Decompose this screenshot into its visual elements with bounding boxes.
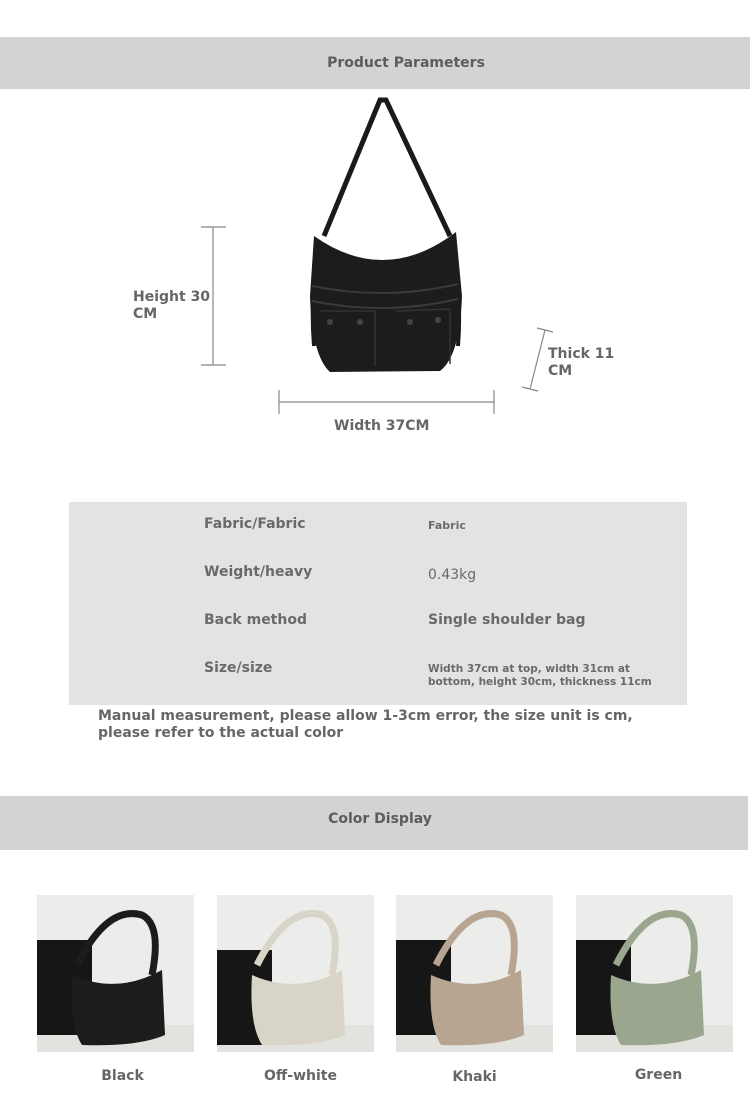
color-display-header: [0, 796, 748, 850]
param-value: Width 37cm at top, width 31cm at bottom, height 30cm, thickness 11cm: [428, 663, 652, 688]
bag-photo: [576, 895, 733, 1052]
color-label-khaki: Khaki: [452, 1069, 497, 1085]
bag-product-image: [290, 96, 480, 378]
color-swatch-khaki[interactable]: [396, 895, 553, 1052]
table-row: [69, 612, 687, 660]
color-label-green: Green: [634, 1067, 683, 1083]
width-label: Width 37CM: [334, 418, 430, 434]
param-value: 0.43kg: [428, 567, 477, 583]
product-parameters-header: [0, 37, 750, 89]
measurement-note: Manual measurement, please allow 1-3cm error, the size unit is cm, please refer to the actual color: [98, 708, 633, 741]
table-row: [69, 564, 687, 612]
param-key: Weight/heavy: [204, 564, 313, 580]
section-title: Product Parameters: [327, 55, 485, 71]
param-key: Back method: [204, 612, 307, 628]
thick-label: Thick 11 CM: [548, 346, 615, 379]
bag-photo: [217, 895, 374, 1052]
param-value: Single shoulder bag: [428, 612, 586, 628]
section-title: Color Display: [328, 811, 432, 827]
param-value: Fabric: [428, 519, 466, 532]
table-row: [69, 516, 687, 564]
bag-photo: [37, 895, 194, 1052]
bag-photo: [396, 895, 553, 1052]
height-label: Height 30 CM: [133, 289, 211, 322]
param-key: Size/size: [204, 660, 273, 676]
param-key: Fabric/Fabric: [204, 516, 306, 532]
color-label-off-white: Off-white: [264, 1068, 337, 1084]
parameters-table: [69, 502, 687, 705]
color-swatch-green[interactable]: [576, 895, 733, 1052]
color-label-black: Black: [101, 1068, 144, 1084]
color-swatch-off-white[interactable]: [217, 895, 374, 1052]
color-swatch-black[interactable]: [37, 895, 194, 1052]
table-row: [69, 660, 687, 708]
